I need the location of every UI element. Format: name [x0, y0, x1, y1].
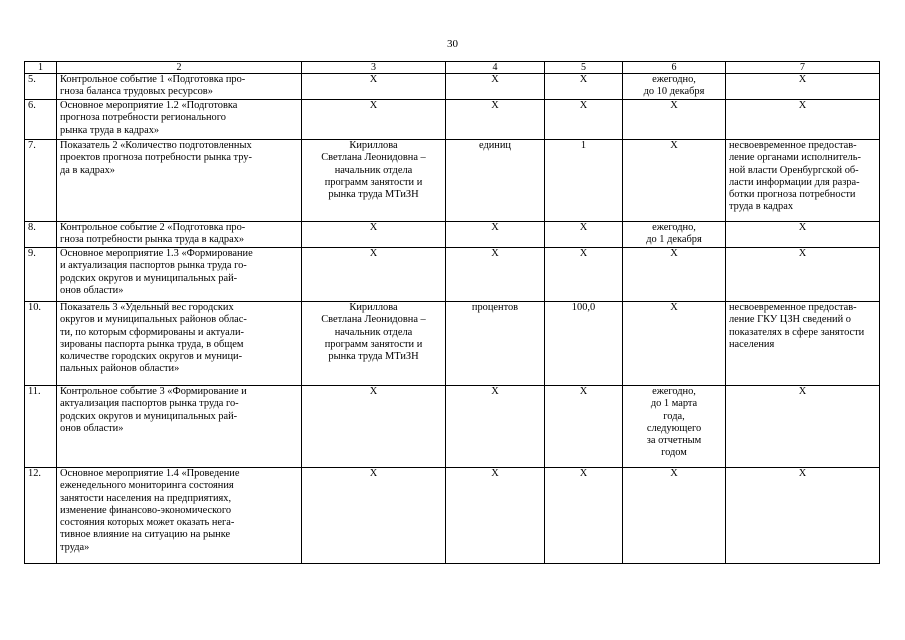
table-row — [25, 468, 880, 564]
header-cell: 7 — [726, 62, 880, 74]
row-number: 11. — [25, 386, 57, 468]
unit-of-measure: Х — [446, 386, 545, 468]
target-value: Х — [545, 100, 623, 140]
unit-of-measure: Х — [446, 222, 545, 248]
table-row — [25, 386, 880, 468]
deadline: ежегодно, до 10 декабря — [623, 74, 726, 100]
responsible-executor: Кириллова Светлана Леонидовна – начальник отдела программ занятости и рынка труда МТиЗН — [302, 302, 446, 386]
deadline: Х — [623, 302, 726, 386]
target-value: Х — [545, 74, 623, 100]
risk-description: Х — [726, 222, 880, 248]
table-row — [25, 222, 880, 248]
row-number: 7. — [25, 140, 57, 222]
responsible-executor: Х — [302, 100, 446, 140]
row-number: 8. — [25, 222, 57, 248]
measure-description: Основное мероприятие 1.3 «Формирование и актуализация паспортов рынка труда го- родских округов и муниципальных рай- онов области» — [57, 248, 302, 302]
measure-description: Показатель 2 «Количество подготовленных проектов прогноза потребности рынка тру- да в кадрах» — [57, 140, 302, 222]
responsible-executor: Х — [302, 468, 446, 564]
table-row — [25, 74, 880, 100]
target-value: 100,0 — [545, 302, 623, 386]
deadline: Х — [623, 468, 726, 564]
responsible-executor: Кириллова Светлана Леонидовна – начальник отдела программ занятости и рынка труда МТиЗН — [302, 140, 446, 222]
measure-description: Основное мероприятие 1.2 «Подготовка прогноза потребности регионального рынка труда в кадрах» — [57, 100, 302, 140]
row-number: 6. — [25, 100, 57, 140]
target-value: Х — [545, 248, 623, 302]
measure-description: Контрольное событие 3 «Формирование и актуализация паспортов рынка труда го- родских округов и муниципальных рай- онов области» — [57, 386, 302, 468]
header-cell: 3 — [302, 62, 446, 74]
risk-description: несвоевременное предостав- ление ГКУ ЦЗН сведений о показателях в сфере занятости населения — [726, 302, 880, 386]
deadline: Х — [623, 100, 726, 140]
unit-of-measure: Х — [446, 74, 545, 100]
risk-description: Х — [726, 468, 880, 564]
header-cell: 1 — [25, 62, 57, 74]
deadline: Х — [623, 140, 726, 222]
row-number: 9. — [25, 248, 57, 302]
measures-table — [24, 61, 880, 564]
table-row — [25, 100, 880, 140]
row-number: 12. — [25, 468, 57, 564]
target-value: Х — [545, 468, 623, 564]
responsible-executor: Х — [302, 74, 446, 100]
target-value: Х — [545, 222, 623, 248]
responsible-executor: Х — [302, 222, 446, 248]
table-row — [25, 248, 880, 302]
unit-of-measure: Х — [446, 100, 545, 140]
risk-description: Х — [726, 248, 880, 302]
header-cell: 4 — [446, 62, 545, 74]
unit-of-measure: Х — [446, 248, 545, 302]
risk-description: Х — [726, 100, 880, 140]
unit-of-measure: процентов — [446, 302, 545, 386]
deadline: ежегодно, до 1 марта года, следующего за отчетным годом — [623, 386, 726, 468]
table-row — [25, 302, 880, 386]
target-value: 1 — [545, 140, 623, 222]
header-cell: 5 — [545, 62, 623, 74]
responsible-executor: Х — [302, 248, 446, 302]
measure-description: Показатель 3 «Удельный вес городских округов и муниципальных районов облас- ти, по которым сформированы и актуали- зированы паспорта рынка труда, в общем количестве городских округов и муници- пальных районов области» — [57, 302, 302, 386]
measure-description: Основное мероприятие 1.4 «Проведение еженедельного мониторинга состояния занятости населения на предприятиях, изменение финансово-экономического состояния которых может оказать нега- тивное влияние на ситуацию на рынке труда» — [57, 468, 302, 564]
measure-description: Контрольное событие 1 «Подготовка про- гноза баланса трудовых ресурсов» — [57, 74, 302, 100]
deadline: Х — [623, 248, 726, 302]
deadline: ежегодно, до 1 декабря — [623, 222, 726, 248]
responsible-executor: Х — [302, 386, 446, 468]
page-number: 30 — [447, 38, 458, 50]
unit-of-measure: Х — [446, 468, 545, 564]
risk-description: Х — [726, 74, 880, 100]
table-header-row — [25, 62, 880, 74]
measure-description: Контрольное событие 2 «Подготовка про- гноза потребности рынка труда в кадрах» — [57, 222, 302, 248]
header-cell: 6 — [623, 62, 726, 74]
risk-description: несвоевременное предостав- ление органами исполнитель- ной власти Оренбургской об- ласти информации для разра- ботки прогноза потребности труда в кадрах — [726, 140, 880, 222]
row-number: 10. — [25, 302, 57, 386]
risk-description: Х — [726, 386, 880, 468]
target-value: Х — [545, 386, 623, 468]
header-cell: 2 — [57, 62, 302, 74]
row-number: 5. — [25, 74, 57, 100]
table-row — [25, 140, 880, 222]
unit-of-measure: единиц — [446, 140, 545, 222]
